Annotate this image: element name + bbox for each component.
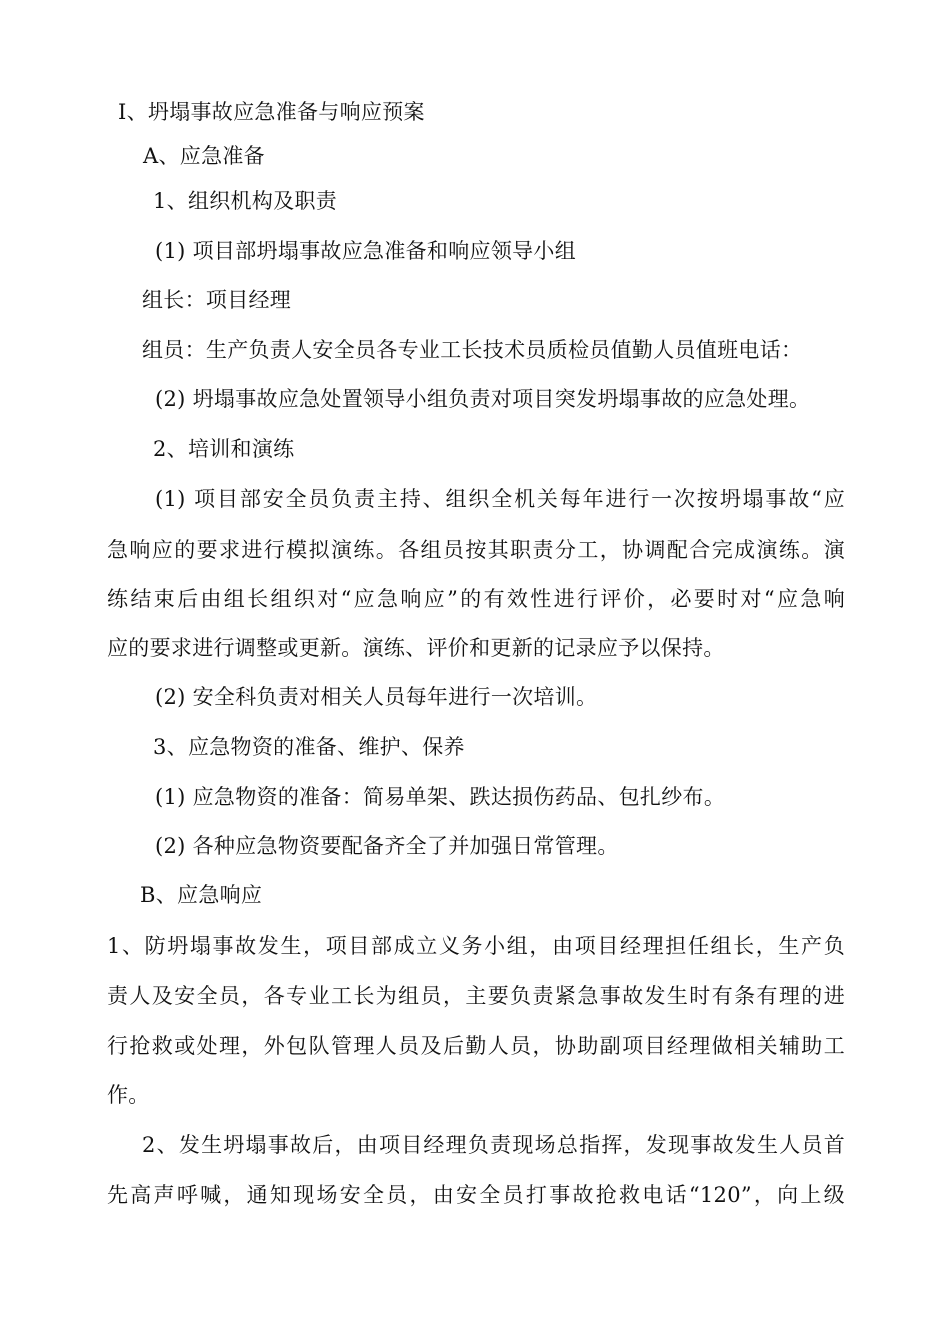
paragraph-line: 行抢救或处理，外包队管理人员及后勤人员，协助副项目经理做相关辅助工 bbox=[107, 1034, 845, 1058]
item-1-1: (1) 项目部坍塌事故应急准备和响应领导小组 bbox=[155, 239, 577, 263]
paragraph-line: 2、发生坍塌事故后，由项目经理负责现场总指挥，发现事故发生人员首 bbox=[142, 1133, 845, 1157]
section-b-heading: B、应急响应 bbox=[140, 883, 263, 907]
item-3-2: (2) 各种应急物资要配备齐全了并加强日常管理。 bbox=[155, 834, 619, 858]
main-heading: I、坍塌事故应急准备与响应预案 bbox=[118, 100, 425, 124]
paragraph-line: 责人及安全员，各专业工长为组员，主要负责紧急事故发生时有条有理的进 bbox=[107, 984, 845, 1008]
item-1-2: (2) 坍塌事故应急处置领导小组负责对项目突发坍塌事故的应急处理。 bbox=[155, 387, 811, 411]
paragraph-line: 练结束后由组长组织对“应急响应”的有效性进行评价，必要时对“应急响 bbox=[107, 587, 845, 611]
subsection-3-heading: 3、应急物资的准备、维护、保养 bbox=[153, 735, 465, 759]
paragraph-line: 先高声呼喊，通知现场安全员，由安全员打事故抢救电话“120”，向上级 bbox=[107, 1183, 845, 1207]
members-line: 组员：生产负责人安全员各专业工长技术员质检员值勤人员值班电话： bbox=[142, 338, 803, 362]
leader-line: 组长：项目经理 bbox=[142, 288, 292, 312]
item-2-2: (2) 安全科负责对相关人员每年进行一次培训。 bbox=[155, 685, 598, 709]
item-3-1: (1) 应急物资的准备：简易单架、跌达损伤药品、包扎纱布。 bbox=[155, 785, 726, 809]
subsection-1-heading: 1、组织机构及职责 bbox=[153, 189, 338, 213]
paragraph-line: 急响应的要求进行模拟演练。各组员按其职责分工，协调配合完成演练。演 bbox=[107, 538, 845, 562]
paragraph-line: 1、防坍塌事故发生，项目部成立义务小组，由项目经理担任组长，生产负 bbox=[107, 934, 845, 958]
paragraph-line: (1) 项目部安全员负责主持、组织全机关每年进行一次按坍塌事故“应 bbox=[155, 487, 845, 511]
subsection-2-heading: 2、培训和演练 bbox=[153, 437, 295, 461]
section-a-heading: A、应急准备 bbox=[143, 144, 265, 168]
paragraph-line: 作。 bbox=[107, 1083, 150, 1107]
paragraph-line: 应的要求进行调整或更新。演练、评价和更新的记录应予以保持。 bbox=[107, 636, 725, 660]
